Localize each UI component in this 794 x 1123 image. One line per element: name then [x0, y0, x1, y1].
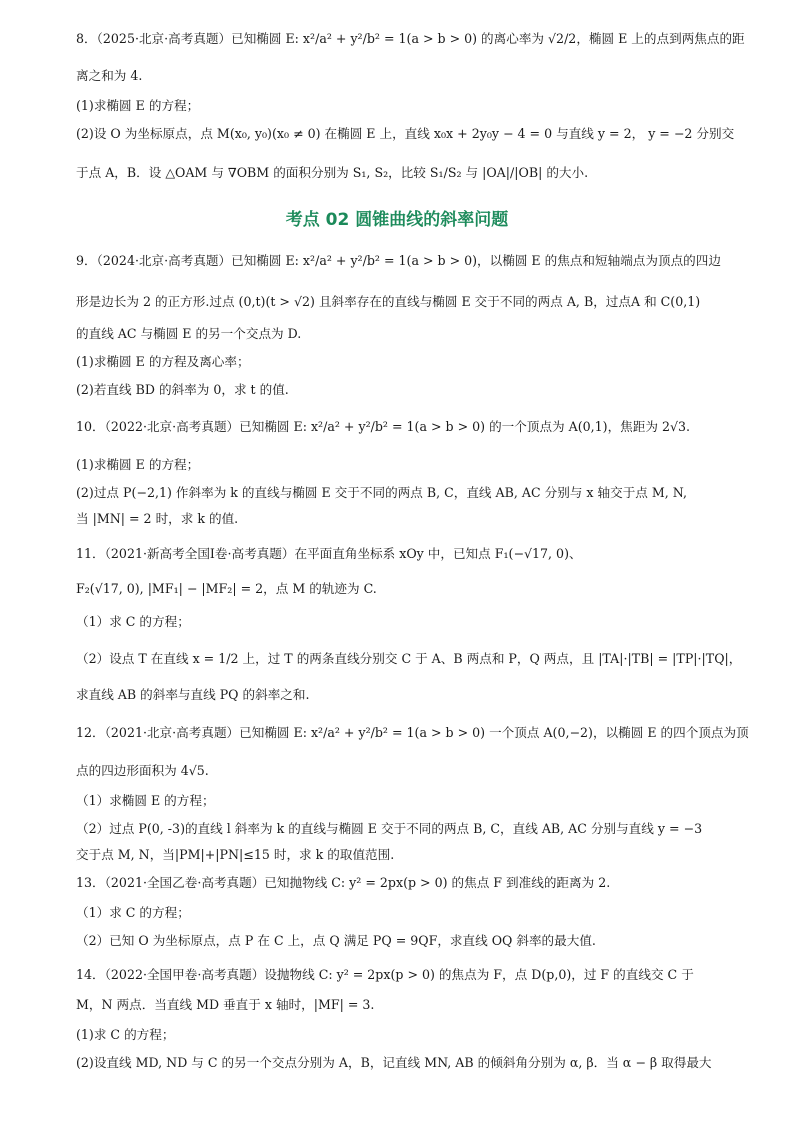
text-line: (2)设直线 MD, ND 与 C 的另一个交点分别为 A，B，记直线 MN, AB 的倾斜角分别为 α, β．当 α − β 取得最大 — [76, 1055, 712, 1070]
text-line: 10．（2022·北京·高考真题）已知椭圆 E: x²/a² + y²/b² = 1(a > b > 0) 的一个顶点为 A(0,1)，焦距为 2√3. — [76, 419, 691, 434]
text-line: (1)求 C 的方程； — [76, 1027, 175, 1042]
text-line: 11．（2021·新高考全国Ⅰ卷·高考真题）在平面直角坐标系 xOy 中，已知点 F₁(−√17, 0)、 — [76, 546, 582, 561]
text-line: (2)过点 P(−2,1) 作斜率为 k 的直线与椭圆 E 交于不同的两点 B, C，直线 AB, AC 分别与 x 轴交于点 M, N, — [76, 485, 688, 500]
section-heading: 考点 02 圆锥曲线的斜率问题 — [285, 210, 509, 230]
text-line: 求直线 AB 的斜率与直线 PQ 的斜率之和. — [76, 687, 310, 702]
text-line: （1）求 C 的方程； — [76, 614, 190, 629]
text-line: 的直线 AC 与椭圆 E 的另一个交点为 D. — [76, 326, 302, 341]
text-line: （2）设点 T 在直线 x = 1/2 上，过 T 的两条直线分别交 C 于 A、B 两点和 P，Q 两点，且 |TA|·|TB| = |TP|·|TQ|， — [76, 651, 742, 666]
text-line: 形是边长为 2 的正方形.过点 (0,t)(t > √2) 且斜率存在的直线与椭圆 E 交于不同的两点 A, B，过点A 和 C(0,1) — [76, 294, 701, 309]
text-line: F₂(√17, 0), |MF₁| − |MF₂| = 2，点 M 的轨迹为 C. — [76, 581, 377, 596]
text-line: （2）已知 O 为坐标原点，点 P 在 C 上，点 Q 满足 PQ = 9QF，求直线 OQ 斜率的最大值. — [76, 933, 596, 948]
text-line: 9．（2024·北京·高考真题）已知椭圆 E: x²/a² + y²/b² = 1(a > b > 0)，以椭圆 E 的焦点和短轴端点为顶点的四边 — [76, 253, 721, 268]
text-line: (1)求椭圆 E 的方程； — [76, 98, 200, 113]
text-line: 交于点 M, N，当|PM|+|PN|≤15 时，求 k 的取值范围. — [76, 847, 395, 862]
text-line: (1)求椭圆 E 的方程； — [76, 457, 200, 472]
text-line: (1)求椭圆 E 的方程及离心率； — [76, 354, 250, 369]
text-line: (2)若直线 BD 的斜率为 0，求 t 的值. — [76, 382, 289, 397]
text-line: （1）求椭圆 E 的方程； — [76, 793, 215, 808]
text-line: （2）过点 P(0, -3)的直线 l 斜率为 k 的直线与椭圆 E 交于不同的两点 B, C，直线 AB, AC 分别与直线 y = −3 — [76, 821, 703, 836]
text-line: 8．（2025·北京·高考真题）已知椭圆 E: x²/a² + y²/b² = 1(a > b > 0) 的离心率为 √2/2，椭圆 E 上的点到两焦点的距 — [76, 31, 745, 46]
text-line: 12．（2021·北京·高考真题）已知椭圆 E: x²/a² + y²/b² = 1(a > b > 0) 一个顶点 A(0,−2)，以椭圆 E 的四个顶点为顶 — [76, 725, 749, 740]
text-line: 当 |MN| = 2 时，求 k 的值. — [76, 511, 239, 526]
text-line: (2)设 O 为坐标原点，点 M(x₀, y₀)(x₀ ≠ 0) 在椭圆 E 上，直线 x₀x + 2y₀y − 4 = 0 与直线 y = 2， y = −2 分别交 — [76, 126, 735, 141]
text-line: 点的四边形面积为 4√5. — [76, 763, 209, 778]
text-line: 于点 A，B．设 △OAM 与 ∇OBM 的面积分别为 S₁, S₂，比较 S₁/S₂ 与 |OA|/|OB| 的大小. — [76, 165, 589, 180]
text-line: M，N 两点．当直线 MD 垂直于 x 轴时，|MF| = 3. — [76, 997, 375, 1012]
text-line: （1）求 C 的方程； — [76, 905, 190, 920]
text-line: 14．（2022·全国甲卷·高考真题）设抛物线 C: y² = 2px(p > 0) 的焦点为 F，点 D(p,0)，过 F 的直线交 C 于 — [76, 967, 694, 982]
text-line: 13．（2021·全国乙卷·高考真题）已知抛物线 C: y² = 2px(p > 0) 的焦点 F 到准线的距离为 2. — [76, 875, 611, 890]
text-line: 离之和为 4. — [76, 68, 143, 83]
